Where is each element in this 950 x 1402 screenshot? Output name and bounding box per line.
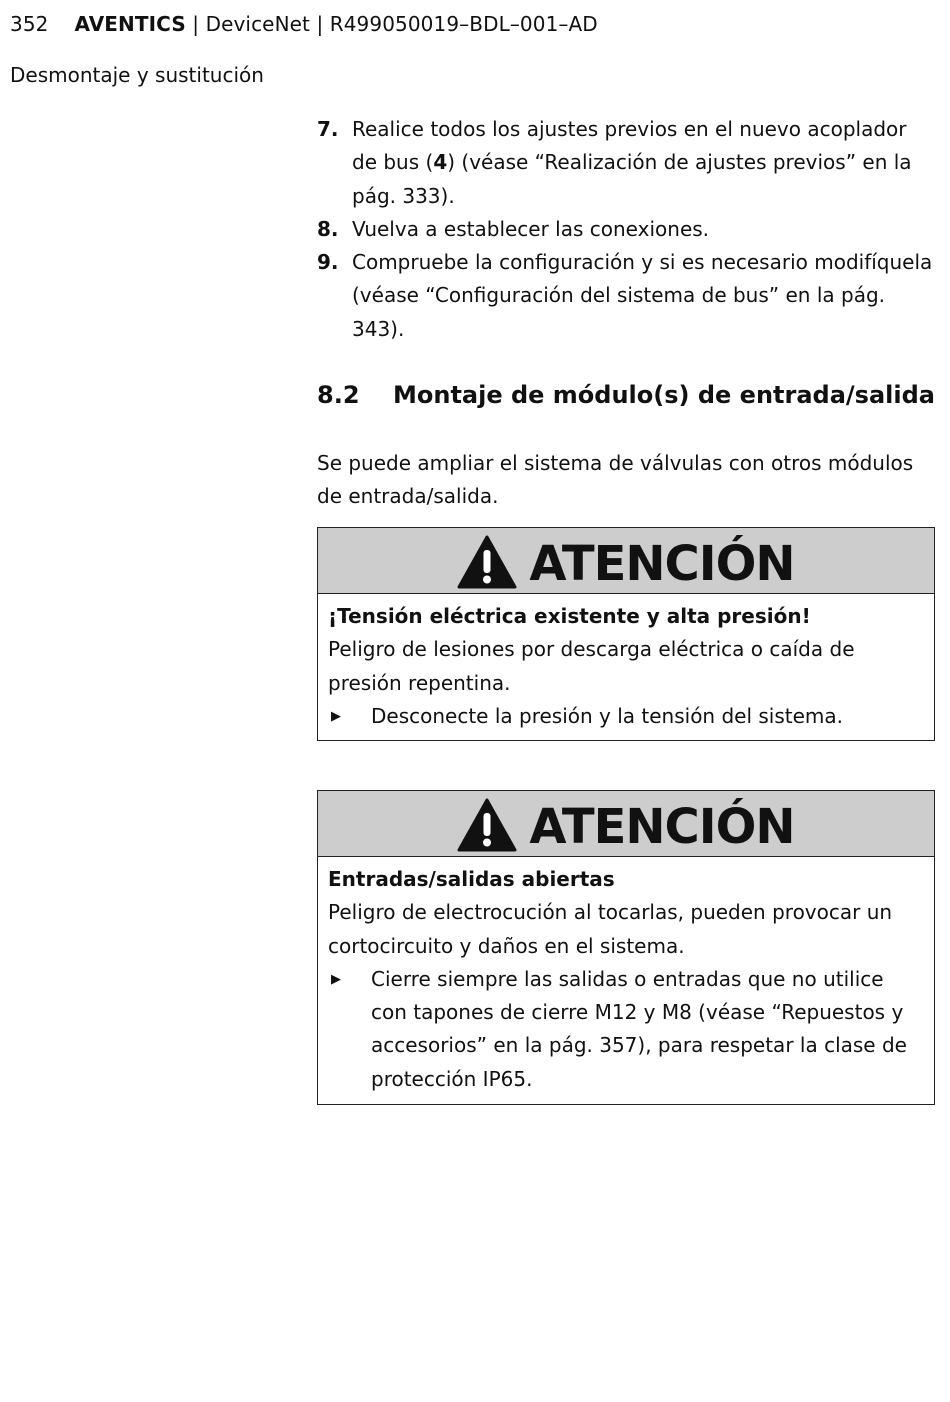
page-number: 352 <box>10 12 49 36</box>
list-item <box>317 213 937 246</box>
warning-body <box>318 857 934 1096</box>
warning-action <box>328 963 924 1096</box>
warning-title: ¡Tensión eléctrica existente y alta presión! <box>328 604 811 628</box>
action-text: Desconecte la presión y la tensión del sistema. <box>371 703 844 728</box>
warning-action <box>328 700 924 733</box>
warning-box <box>317 527 935 741</box>
list-item <box>317 113 937 213</box>
step-text: Realice todos los ajustes previos en el nuevo acoplador de bus (4) (véase “Realización de ajustes previos” en la pág. 333). <box>352 117 912 208</box>
signal-word: ATENCIÓN <box>529 535 795 592</box>
warning-header <box>318 528 934 594</box>
section-number: 8.2 <box>317 381 360 409</box>
signal-word: ATENCIÓN <box>529 798 795 855</box>
warning-triangle-icon <box>457 798 517 852</box>
intro-paragraph: Se puede ampliar el sistema de válvulas con otros módulos de entrada/salida. <box>317 451 914 509</box>
warning-title: Entradas/salidas abiertas <box>328 867 615 891</box>
chapter-label: Desmontaje y sustitución <box>10 63 264 87</box>
warning-text: Peligro de lesiones por descarga eléctrica o caída de presión repentina. <box>328 637 855 695</box>
warning-box <box>317 790 935 1105</box>
step-number: 9. <box>317 250 339 275</box>
bullet-arrow-icon: ▶ <box>331 971 341 987</box>
step-text: Compruebe la configuración y si es necesario modifíquela (véase “Configuración del sistema de bus” en la pág. 343). <box>352 250 933 341</box>
warning-text: Peligro de electrocución al tocarlas, pueden provocar un cortocircuito y daños en el sistema. <box>328 900 893 958</box>
bullet-arrow-icon: ▶ <box>331 708 341 724</box>
running-header <box>10 12 598 36</box>
brand-name: AVENTICS <box>74 12 186 36</box>
step-number: 8. <box>317 216 339 241</box>
warning-body <box>318 594 934 733</box>
step-text: Vuelva a establecer las conexiones. <box>352 216 710 241</box>
document-id: | DeviceNet | R499050019–BDL–001–AD <box>185 12 598 36</box>
warning-header <box>318 791 934 857</box>
section-title: Montaje de módulo(s) de entrada/salida <box>393 381 935 409</box>
step-number: 7. <box>317 117 339 141</box>
step-list <box>317 113 937 346</box>
list-item <box>317 246 937 346</box>
section-heading <box>317 381 935 409</box>
warning-triangle-icon <box>457 535 517 589</box>
action-text: Cierre siempre las salidas o entradas que no utilice con tapones de cierre M12 y M8 (véase “Repuestos y accesorios” en la pág. 357), para respetar la clase de protección IP65. <box>371 966 907 1091</box>
